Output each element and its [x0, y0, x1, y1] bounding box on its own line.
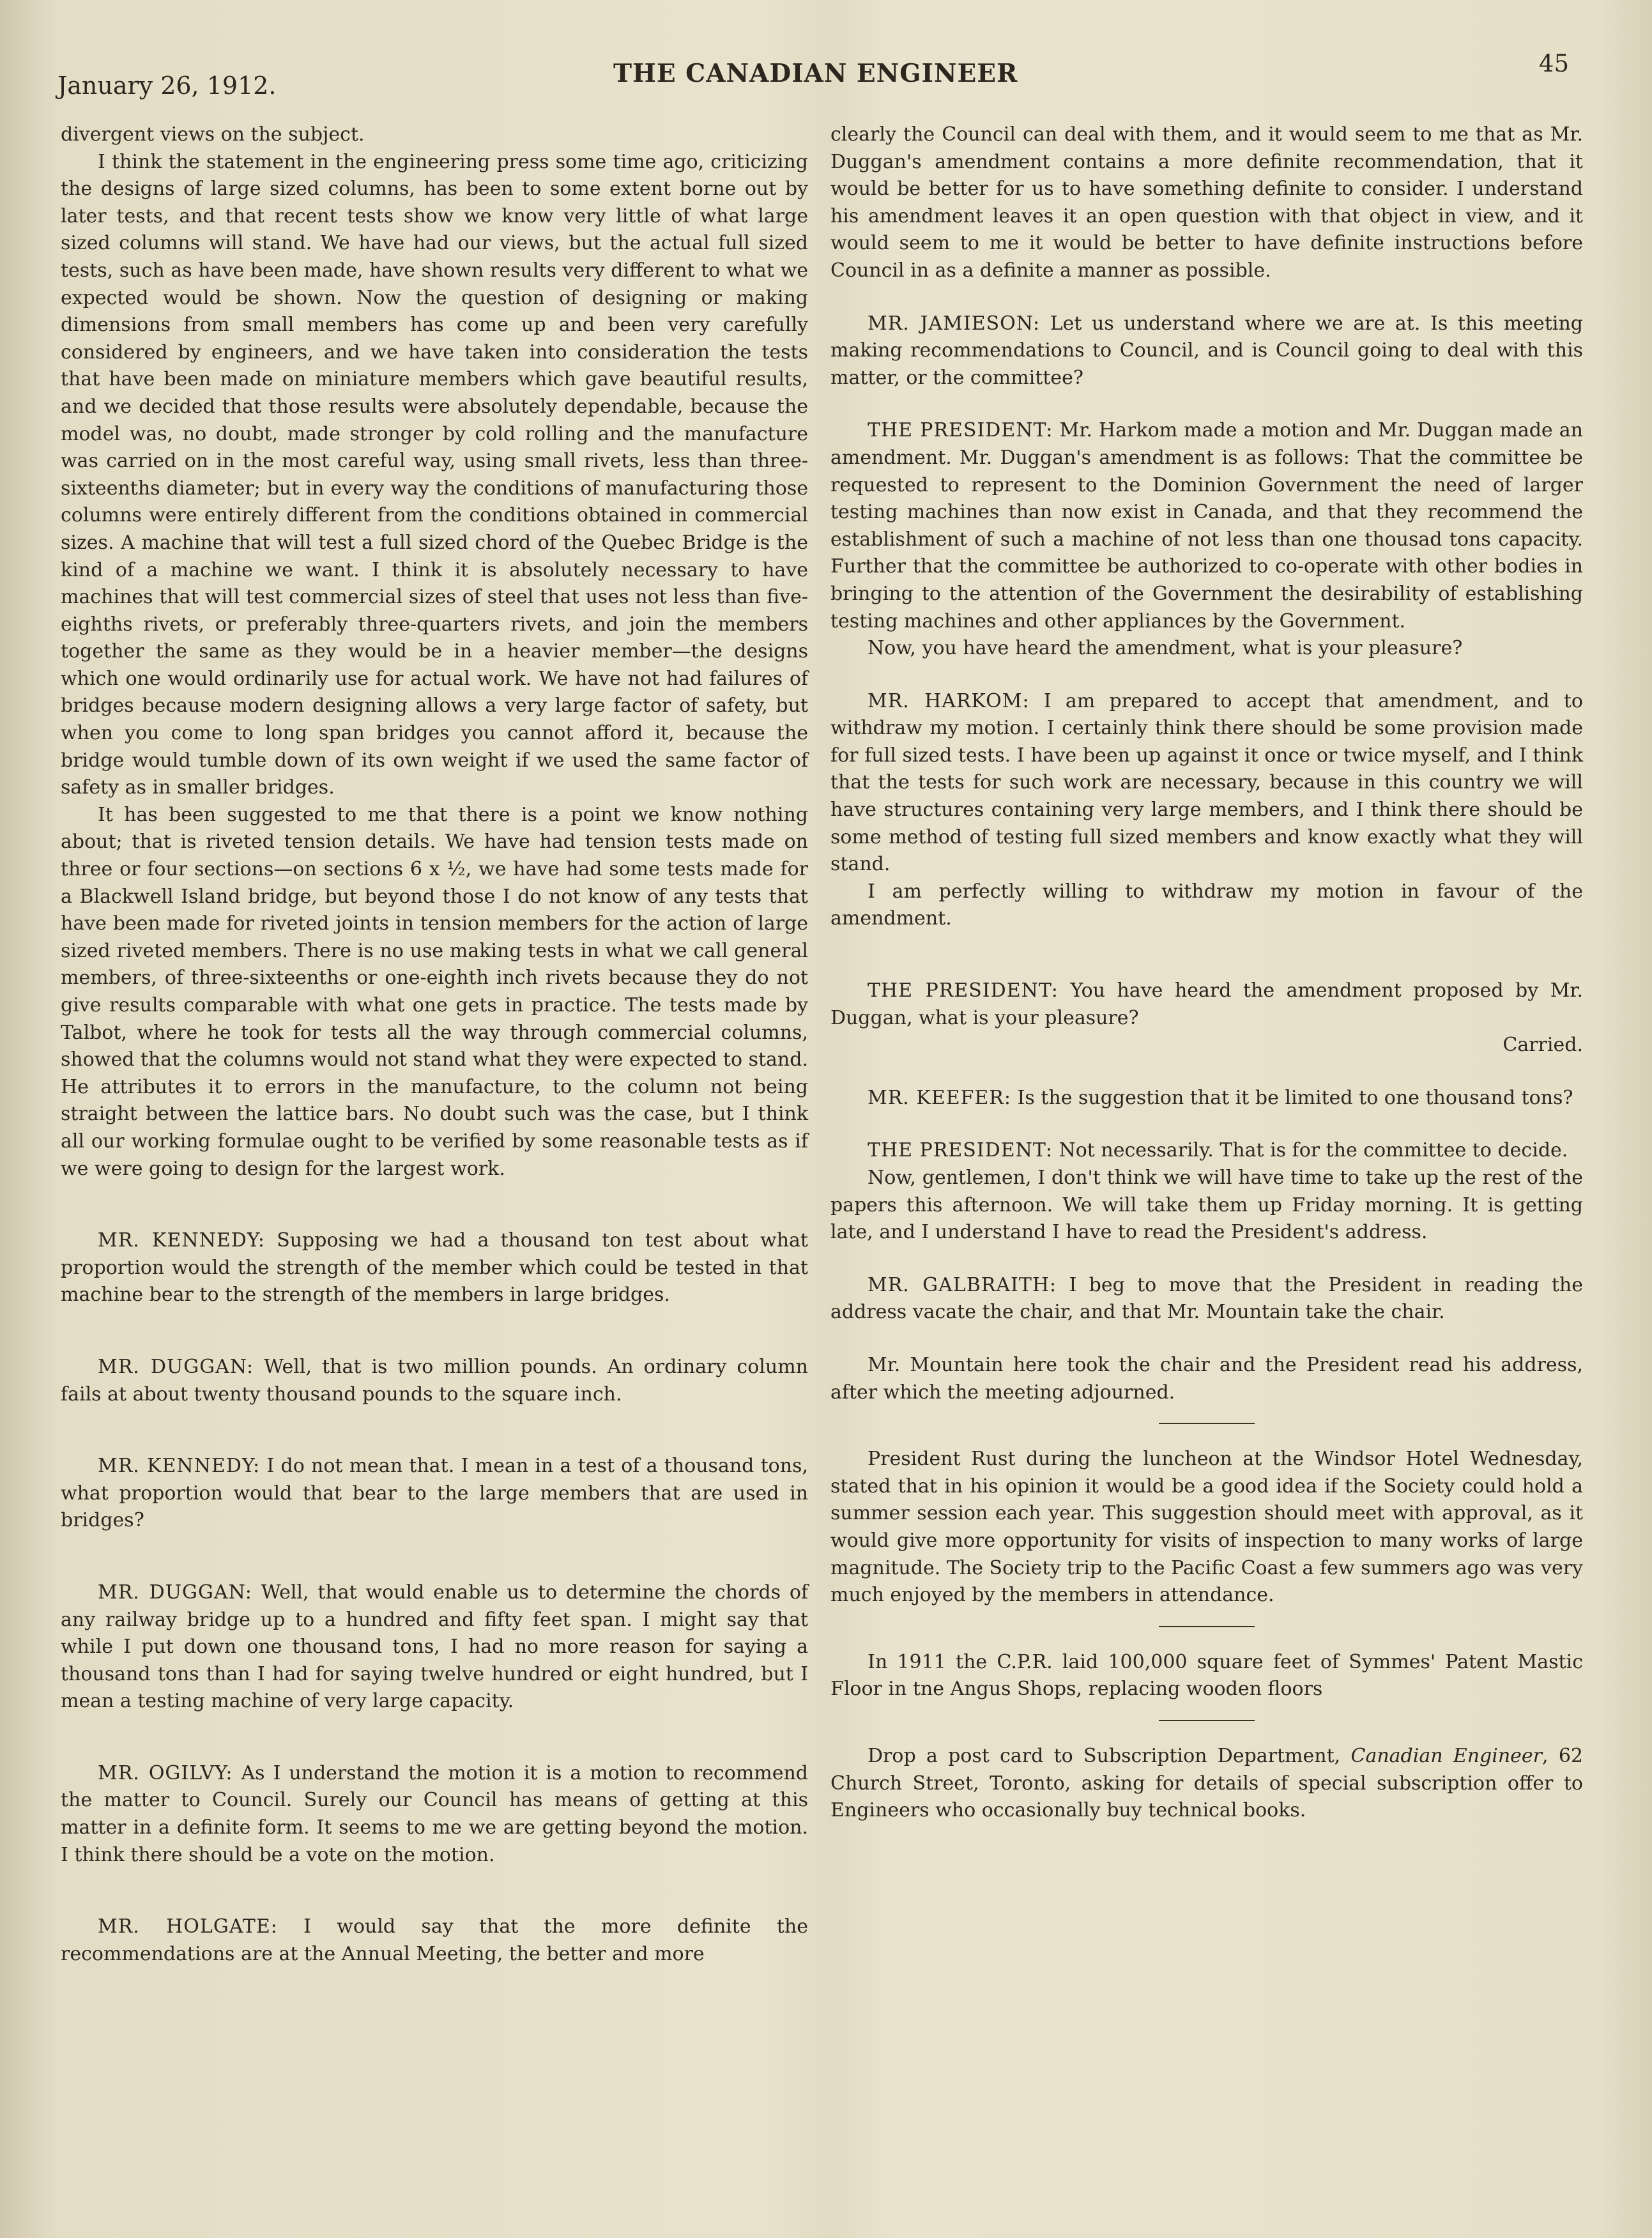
speaker-name: MR. JAMIESON: — [868, 312, 1041, 335]
notice-text: , 62 Church Street, Toronto, asking for details of special subscription offer to Engineers who occasionally buy technical books. — [830, 1744, 1584, 1822]
speaker-name: THE PRESIDENT: — [868, 419, 1053, 442]
speaker-name: THE PRESIDENT: — [868, 979, 1059, 1002]
speech-text: You have heard the amendment proposed by Mr. Duggan, what is your pleasure? — [830, 979, 1584, 1029]
speech-keefer — [830, 1085, 1583, 1112]
speech-text: Let us understand where we are at. Is this meeting making recommendations to Council, and is Council going to deal with this matter, or the committee? — [830, 312, 1583, 389]
news-item-rust: President Rust during the luncheon at the Windsor Hotel Wednesday, stated that in his opinion it would be a good idea if the Society could hold a summer session each year. This suggestion should meet with approval, as it would give more opportunity for visits of inspection to many works of large magnitude. The Society trip to the Pacific Coast a few summers ago was very much enjoyed by the members in attendance. — [830, 1448, 1583, 1607]
paragraph: I think the statement in the engineering press some time ago, criticizing the designs of large sized columns, has been to some extent borne out by later tests, and that recent tests show we know very little of what large sized columns will stand. We have had our views, but the actual full sized tests, such as have been made, have shown results very different to what we expected would be shown. Now the question of designing or making dimensions from small members has come up and been very carefully considered by engineers, and we have taken into consideration the tests that have been made on miniature members which gave beautiful results, and we decided that those results were absolutely dependable, because the model was, no doubt, made stronger by cold rolling and the manufacture was carried on in the most careful way, using small rivets, less than three-sixteenths diameter; but in every way the conditions of manufacturing those columns were entirely different from the conditions obtained in commercial sizes. A machine that will test a full sized chord of the Quebec Bridge is the kind of a machine we want. I think it is absolutely necessary to have machines that will test commercial sizes of steel that uses not less than five-eighths rivets, or preferably three-quarters rivets, and join the members together the same as they would be in a heavier member—the designs which one would ordinarily use for actual work. We have not had failures of bridges because modern designing allows a very large factor of safety, but when you come to long span bridges you cannot afford it, because the bridge would tumble down of its own weight if we used the same factor of safety as in smaller bridges. — [61, 150, 808, 799]
left-column — [61, 121, 808, 1968]
paragraph: Mr. Mountain here took the chair and the President read his address, after which the meeting adjourned. — [830, 1353, 1583, 1404]
speech-duggan — [61, 1354, 808, 1408]
speaker-name: MR. OGILVY: — [98, 1761, 233, 1784]
speech-duggan — [61, 1579, 808, 1715]
speech-text: Not necessarily. That is for the committee to decide. — [1059, 1139, 1568, 1162]
speaker-name: MR. HARKOM: — [868, 689, 1030, 712]
speaker-name: MR. DUGGAN: — [98, 1355, 254, 1378]
divider — [1159, 1423, 1255, 1424]
right-column — [830, 121, 1583, 1825]
speech-text: Well, that would enable us to determine the chords of any railway bridge up to a hundred and fifty feet span. I might say that while I put down one thousand tons, I had no more reason for saying a thousand tons than I had for saying twelve hundred or eight hundred, but I mean a testing machine of very large capacity. — [61, 1581, 808, 1713]
speech-kennedy — [61, 1453, 808, 1535]
speech-text: I would say that the more definite the recommendations are at the Annual Meeting, the better and more — [61, 1915, 808, 1965]
speech-ogilvy — [61, 1760, 808, 1869]
paragraph: It has been suggested to me that there is a point we know nothing about; that is riveted tension details. We have had tension tests made on three or four sections—on sections 6 x ½, we have had some tests made for a Blackwell Island bridge, but beyond those I do not know of any tests that have been made for riveted joints in tension members for the action of large sized riveted members. There is no use making tests in what we call general members, of three-sixteenths or one-eighth inch rivets because they do not give results comparable with what one gets in practice. The tests made by Talbot, where he took for tests all the way through commercial columns, showed that the columns would not stand what they were expected to stand. He attributes it to errors in the manufacture, to the column not being straight between the lattice bars. No doubt such was the case, but I think all our working formulae ought to be verified by some reasonable tests as if we were going to design for the largest work. — [61, 803, 808, 1180]
speech-kennedy — [61, 1227, 808, 1309]
paragraph: divergent views on the subject. — [61, 123, 365, 146]
speech-holgate — [61, 1913, 808, 1968]
speech-jamieson — [830, 310, 1583, 392]
notice-text: Drop a post card to Subscription Department, — [868, 1744, 1341, 1767]
paragraph: Now, you have heard the amendment, what is your pleasure? — [868, 637, 1463, 660]
speech-text: As I understand the motion it is a motion to recommend the matter to Council. Surely our Council has means of getting at this matter in a definite form. It seems to me we are getting beyond the motion. I think there should be a vote on the motion. — [61, 1761, 808, 1866]
paragraph: Now, gentlemen, I don't think we will have time to take up the rest of the papers this afternoon. We will take them up Friday morning. It is getting late, and I understand I have to read the President's address. — [830, 1167, 1583, 1244]
journal-name: Canadian Engineer — [1350, 1744, 1543, 1767]
speaker-name: MR. DUGGAN: — [98, 1581, 252, 1604]
speech-text: Supposing we had a thousand ton test about what proportion would the strength of the member which could be tested in that machine bear to the strength of the members in large bridges. — [61, 1229, 808, 1307]
speech-president — [830, 977, 1583, 1032]
page-header — [51, 50, 1588, 107]
news-item-cpr: In 1911 the C.P.R. laid 100,000 square feet of Symmes' Patent Mastic Floor in tne Angus Shops, replacing wooden floors — [830, 1650, 1583, 1701]
speech-text: I am prepared to accept that amendment, and to withdraw my motion. I certainly think there should be some provision made for full sized tests. I have been up against it once or twice myself, and I think that the tests for such work are necessary, because in this country we will have structures containing very large members, and I think there should be some method of testing full sized members and know exactly what they will stand. — [830, 689, 1583, 876]
speech-text: Mr. Harkom made a motion and Mr. Duggan made an amendment. Mr. Duggan's amendment is as follows: That the committee be requested to represent to the Dominion Government the need of larger testing machines than now exist in Canada, and that they recommend the establishment of such a machine of not less than one thousad tons capacity. Further that the committee be authorized to co-operate with other bodies in bringing to the attention of the Government the desirability of establishing testing machines and other appliances by the Government. — [830, 419, 1583, 632]
speech-text: Is the suggestion that it be limited to one thousand tons? — [1017, 1086, 1573, 1109]
speaker-name: MR. KEEFER: — [868, 1086, 1011, 1109]
speech-text: Well, that is two million pounds. An ordinary column fails at about twenty thousand pounds to the square inch. — [61, 1355, 808, 1406]
speech-harkom — [830, 688, 1583, 878]
speech-text: I do not mean that. I mean in a test of a thousand tons, what proportion would that bear to the large members that are used in bridges? — [61, 1455, 808, 1532]
speaker-name: MR. GALBRAITH: — [868, 1273, 1057, 1296]
speaker-name: MR. KENNEDY: — [98, 1229, 265, 1252]
speaker-name: MR. HOLGATE: — [98, 1915, 278, 1938]
divider — [1159, 1720, 1255, 1721]
page-number: 45 — [1538, 50, 1569, 77]
speech-text: I beg to move that the President in reading the address vacate the chair, and that Mr. Mountain take the chair. — [830, 1273, 1583, 1324]
issue-date: January 26, 1912. — [57, 72, 277, 100]
speaker-name: THE PRESIDENT: — [868, 1139, 1053, 1162]
paragraph: clearly the Council can deal with them, and it would seem to me that as Mr. Duggan's amendment contains a more definite recommendation, that it would be better for us to have something definite to consider. I understand his amendment leaves it an open question with that object in view, and it would seem to me it would be better to have definite instructions before Council in as a definite a manner as possible. — [830, 123, 1583, 282]
divider — [1159, 1626, 1255, 1627]
subscription-notice — [830, 1743, 1583, 1825]
speech-galbraith — [830, 1272, 1583, 1326]
journal-title: THE CANADIAN ENGINEER — [613, 59, 1018, 88]
speaker-name: MR. KENNEDY: — [98, 1455, 261, 1478]
speech-president — [830, 1137, 1583, 1165]
paragraph: I am perfectly willing to withdraw my motion in favour of the amendment. — [830, 880, 1583, 930]
speech-president — [830, 417, 1583, 635]
carried-note: Carried. — [1503, 1034, 1583, 1057]
